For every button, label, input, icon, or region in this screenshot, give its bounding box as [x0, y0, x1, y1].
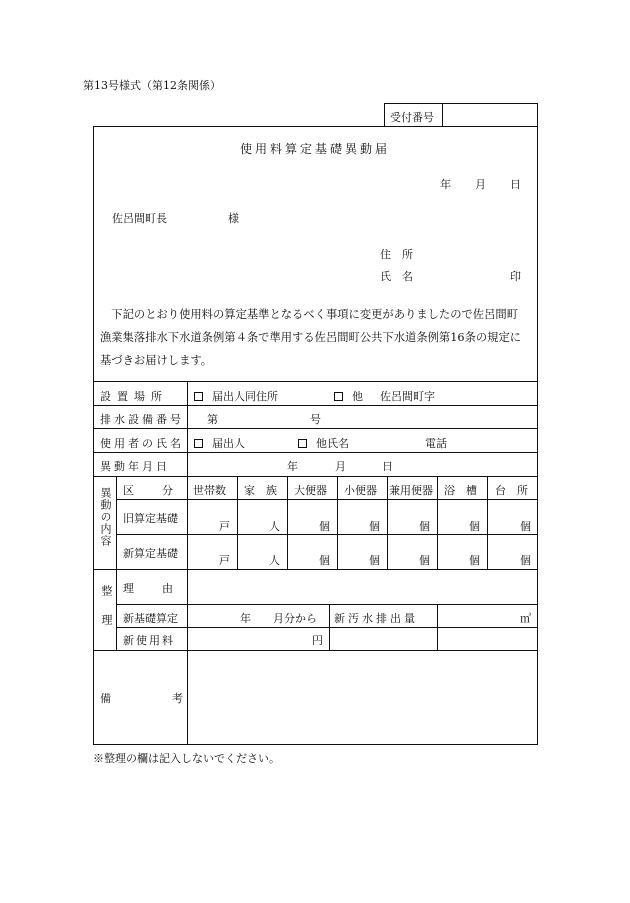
user-option-applicant[interactable]: 届出人 — [194, 435, 245, 451]
row-line — [93, 428, 538, 429]
new-basis-calc-label: 新基礎算定 — [123, 612, 178, 625]
row-line — [93, 650, 538, 651]
unit-old-urinal: 個 — [369, 520, 380, 533]
table-top-line — [93, 381, 538, 382]
location-label: 設置場所 — [100, 390, 168, 403]
new-basis-calc-value: 年 月分から — [240, 612, 317, 625]
sewage-label: 新汚水排出量 — [334, 612, 418, 625]
unit-new-households: 戸 — [219, 554, 230, 567]
unit-new-shared: 個 — [419, 554, 430, 567]
body-line-1: 下記のとおり使用料の算定基準となるべく事項に変更がありましたので佐呂間町 — [100, 308, 518, 321]
footnote: ※整理の欄は記入しないでください。 — [93, 752, 280, 765]
checkbox-icon[interactable] — [334, 392, 343, 401]
change-date-month: 月 — [335, 460, 346, 473]
admin-side-label: 整理 — [100, 585, 113, 643]
unit-new-toilet: 個 — [319, 554, 330, 567]
receipt-divider — [442, 103, 443, 127]
unit-old-households: 戸 — [219, 520, 230, 533]
row-line — [93, 405, 538, 406]
label-divider — [187, 381, 188, 744]
facility-number-suffix: 号 — [310, 413, 321, 426]
remarks-label-left: 備 — [100, 692, 111, 705]
unit-old-shared: 個 — [419, 520, 430, 533]
form-title: 使用料算定基礎異動届 — [240, 142, 391, 156]
col-divider — [487, 476, 488, 569]
seal-mark: 印 — [510, 270, 521, 283]
user-option-other[interactable]: 他氏名 — [298, 435, 349, 451]
addressee-honorific: 様 — [228, 212, 239, 225]
unit-new-bath: 個 — [469, 554, 480, 567]
col-family: 家 族 — [244, 484, 277, 497]
phone-label: 電話 — [425, 437, 447, 450]
remarks-field[interactable] — [190, 654, 534, 740]
col-urinal: 小便器 — [344, 484, 377, 497]
fee-unit: 円 — [312, 634, 323, 647]
row-line — [116, 534, 538, 535]
col-shared: 兼用便器 — [389, 484, 433, 497]
location-town: 佐呂間町字 — [380, 390, 435, 403]
admin-divider — [329, 604, 330, 650]
old-basis-label: 旧算定基礎 — [123, 512, 178, 525]
unit-old-bath: 個 — [469, 520, 480, 533]
reason-label: 理 由 — [123, 582, 175, 595]
receipt-number-field[interactable] — [446, 105, 534, 125]
change-side-label: 異動の内容 — [99, 487, 112, 547]
change-date-label: 異動年月日 — [100, 460, 170, 473]
row-line — [116, 627, 538, 628]
col-households: 世帯数 — [193, 484, 226, 497]
facility-number-prefix: 第 — [207, 413, 218, 426]
checkbox-icon[interactable] — [298, 439, 307, 448]
name-label: 氏 名 — [380, 270, 413, 283]
row-line — [116, 604, 538, 605]
side-label-divider — [116, 476, 117, 650]
row-line — [116, 499, 538, 500]
checkbox-icon[interactable] — [194, 439, 203, 448]
facility-number-label: 排水設備番号 — [100, 413, 184, 426]
address-label: 住 所 — [380, 248, 413, 261]
col-bath: 浴 槽 — [444, 484, 477, 497]
unit-old-kitchen: 個 — [520, 520, 531, 533]
row-line — [93, 476, 538, 477]
addressee-name: 佐呂間町長 — [112, 212, 167, 225]
col-divider — [337, 476, 338, 569]
col-divider — [287, 476, 288, 569]
location-option-other[interactable]: 他 — [334, 388, 363, 404]
unit-new-family: 人 — [269, 554, 280, 567]
new-basis-label: 新算定基礎 — [123, 547, 178, 560]
col-divider — [237, 476, 238, 569]
change-date-day: 日 — [382, 460, 393, 473]
sewage-unit: ㎥ — [520, 612, 531, 625]
body-line-3: 基づきお届けします。 — [100, 354, 213, 367]
form-number: 第13号様式（第12条関係） — [83, 79, 221, 92]
col-kitchen: 台 所 — [495, 484, 528, 497]
unit-new-kitchen: 個 — [520, 554, 531, 567]
col-toilet: 大便器 — [294, 484, 327, 497]
checkbox-icon[interactable] — [194, 392, 203, 401]
body-line-2: 漁業集落排水下水道条例第４条で準用する佐呂間町公共下水道条例第16条の規定に — [100, 331, 522, 344]
unit-new-urinal: 個 — [369, 554, 380, 567]
user-name-label: 使用者の氏名 — [100, 437, 184, 450]
col-divider — [387, 476, 388, 569]
unit-old-family: 人 — [269, 520, 280, 533]
row-line — [93, 569, 538, 570]
remarks-label-right: 考 — [172, 692, 183, 705]
row-line — [93, 452, 538, 453]
unit-old-toilet: 個 — [319, 520, 330, 533]
admin-divider — [437, 604, 438, 650]
date-year: 年 — [440, 178, 451, 191]
location-option-same[interactable]: 届出人同住所 — [194, 388, 278, 404]
new-fee-label: 新使用料 — [123, 634, 175, 647]
receipt-label: 受付番号 — [390, 111, 434, 124]
category-label: 区 分 — [123, 484, 175, 497]
col-divider — [437, 476, 438, 569]
date-month: 月 — [475, 178, 486, 191]
date-day: 日 — [510, 178, 521, 191]
change-date-year: 年 — [287, 460, 298, 473]
